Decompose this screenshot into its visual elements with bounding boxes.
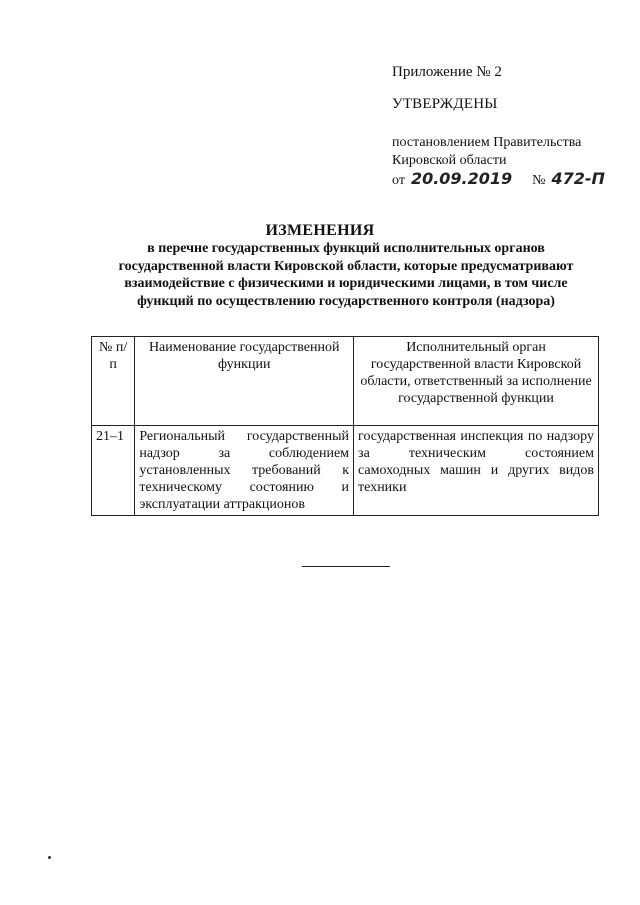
row-function: Региональный государственный надзор за соблюдением установленных требований к техническому состоянию и эксплуатации аттракционов xyxy=(135,426,354,516)
from-prefix: от xyxy=(392,173,405,188)
decree-line-2: Кировской области xyxy=(392,153,507,168)
functions-table xyxy=(91,336,599,516)
document-title: ИЗМЕНЕНИЯ xyxy=(265,222,375,239)
row-number: 21–1 xyxy=(92,426,135,516)
header-number: № п/п xyxy=(92,337,135,426)
row-executive-body: государственная инспекция по надзору за техническим состоянием самоходных машин и других видов техники xyxy=(354,426,599,516)
handwritten-number: 472-П xyxy=(551,169,605,188)
decree-block xyxy=(392,134,632,190)
header-function-name: Наименование государственной функции xyxy=(135,337,354,426)
decree-date-line xyxy=(392,170,632,190)
closing-rule xyxy=(302,566,390,567)
handwritten-date: 20.09.2019 xyxy=(410,169,513,188)
document-subtitle: в перечне государственных функций исполнительных органов государственной власти Кировской области, которые предусматривают взаимодействие с физическими и юридическими лицами, в том числе функций по осуществлению государственного контроля (надзора) xyxy=(118,241,574,309)
approved-label: УТВЕРЖДЕНЫ xyxy=(392,96,498,112)
table-row xyxy=(92,426,599,516)
header-executive-body: Исполнительный орган государственной власти Кировской области, ответственный за исполнение государственной функции xyxy=(354,337,599,426)
decree-line-1: постановлением Правительства xyxy=(392,135,582,150)
number-prefix: № xyxy=(532,173,546,188)
scan-speck xyxy=(48,856,51,859)
table-header-row xyxy=(92,337,599,426)
appendix-label: Приложение № 2 xyxy=(392,64,502,80)
